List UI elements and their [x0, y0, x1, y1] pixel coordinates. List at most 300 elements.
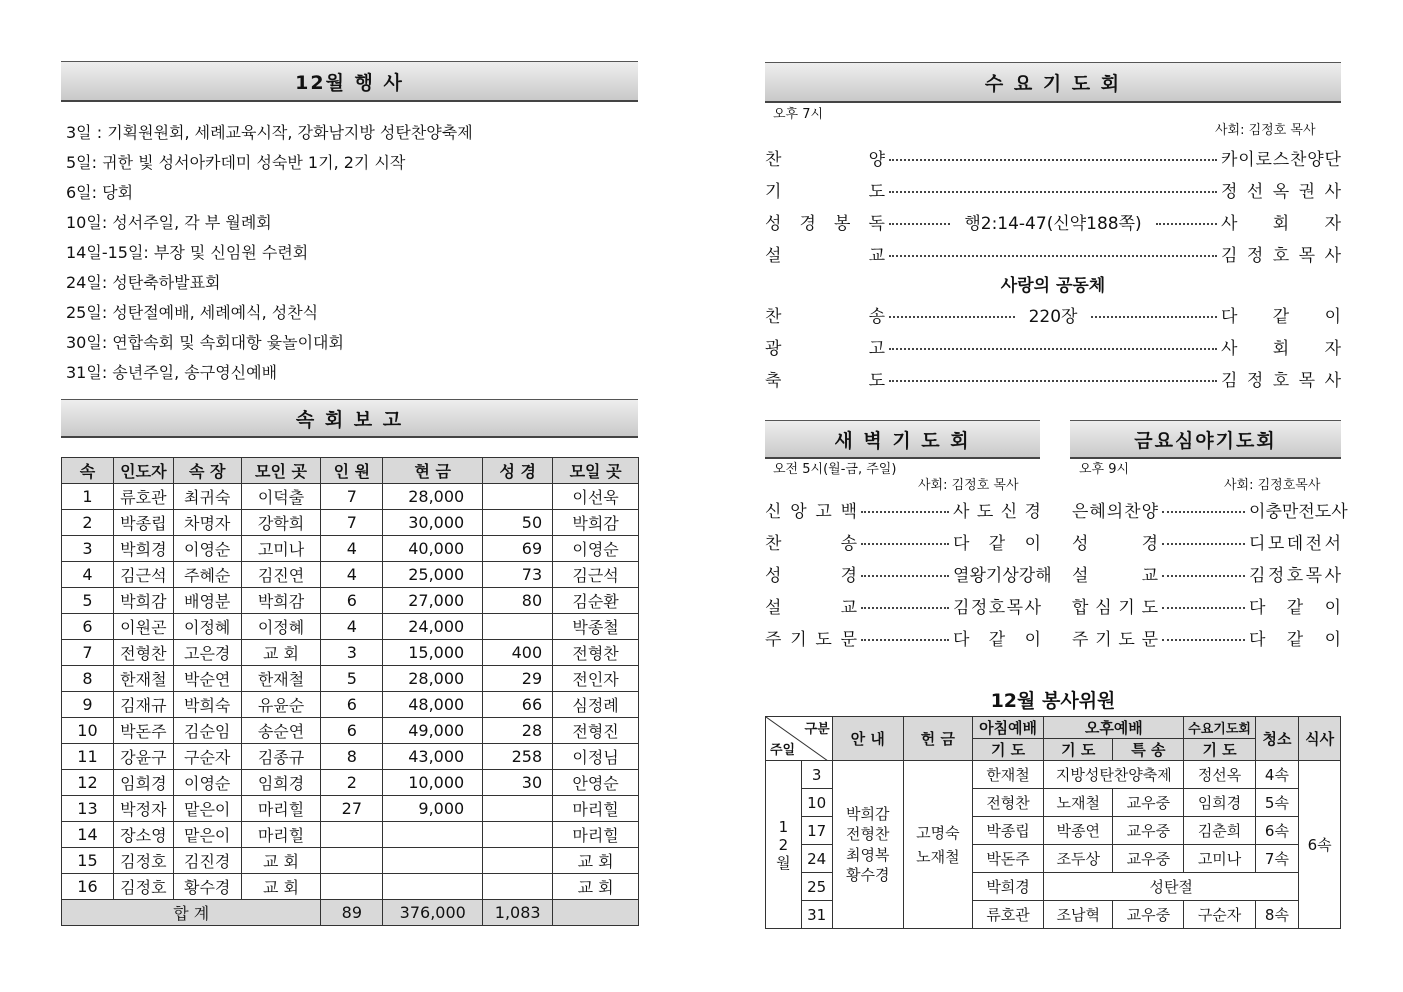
total-row [62, 900, 639, 926]
program-label: 신 앙 고 백 [765, 502, 857, 522]
table-cell: 43,000 [383, 744, 483, 770]
table-cell: 8 [62, 666, 114, 692]
table-cell: 5 [62, 588, 114, 614]
day-cell: 17 [801, 817, 832, 845]
program-person: 다 같 이 [1221, 307, 1341, 327]
table-cell: 교 회 [241, 640, 321, 666]
program-row [765, 209, 1341, 234]
program-person: 열 왕 기 상 강 해 [953, 566, 1052, 586]
table-cell: 유윤순 [241, 692, 321, 718]
vol-row [766, 761, 1341, 789]
table-cell: 최귀숙 [173, 484, 241, 510]
volunteers-table [765, 716, 1341, 929]
event-item: 3일 : 기획원원회, 세례교육시작, 강화남지방 성탄찬양축제 [66, 123, 473, 142]
table-row [62, 588, 639, 614]
special-song: 교우중 [1113, 901, 1184, 929]
table-cell: 전인자 [553, 666, 639, 692]
table-cell: 73 [483, 562, 553, 588]
dot-leader [889, 316, 1015, 318]
table-cell: 2 [62, 510, 114, 536]
event-item: 5일: 귀한 빛 성서아카데미 성숙반 1기, 2기 시작 [66, 153, 406, 172]
day-cell: 3 [801, 761, 832, 789]
event-item: 31일: 송년주일, 송구영신예배 [66, 363, 278, 382]
table-cell: 이영순 [173, 536, 241, 562]
special-song: 교우중 [1113, 817, 1184, 845]
special-song: 교우중 [1113, 845, 1184, 873]
table-cell: 30 [483, 770, 553, 796]
table-cell: 69 [483, 536, 553, 562]
table-cell: 27 [321, 796, 383, 822]
table-cell: 7 [62, 640, 114, 666]
program-label: 주 기 도 문 [1072, 630, 1158, 650]
wed-pray: 구순자 [1184, 901, 1255, 929]
table-cell: 4 [62, 562, 114, 588]
wed-title: 수 요 기 도 회 [984, 72, 1122, 95]
table-cell: 임희경 [113, 770, 173, 796]
table-row [62, 718, 639, 744]
program-label: 성 경 봉 독 [765, 214, 885, 234]
table-cell: 40,000 [383, 536, 483, 562]
table-cell: 28,000 [383, 666, 483, 692]
table-cell [321, 874, 383, 900]
table-cell: 마리힐 [241, 822, 321, 848]
program-label: 설 교 [1072, 566, 1158, 586]
table-cell: 4 [321, 614, 383, 640]
program-row [765, 241, 1341, 266]
clean-cell: 8속 [1255, 901, 1299, 929]
table-cell: 15 [62, 848, 114, 874]
h-clean: 청소 [1255, 717, 1299, 761]
event-item: 10일: 성서주일, 각 부 월례회 [66, 213, 272, 232]
event-item: 30일: 연합속회 및 속회대항 윷놀이대회 [66, 333, 344, 352]
wed-sub-title: 사랑의 공동체 [1000, 276, 1106, 296]
events-title-bar [61, 61, 638, 102]
table-cell: 이선욱 [553, 484, 639, 510]
table-cell: 박희숙 [173, 692, 241, 718]
table-cell: 48,000 [383, 692, 483, 718]
program-person: 사 회 자 [1221, 214, 1341, 234]
table-row [62, 484, 639, 510]
table-cell: 2 [321, 770, 383, 796]
afternoon-pray: 지방성탄찬양축제 [1044, 761, 1184, 789]
program-row [765, 497, 1041, 522]
cell-title-bar [61, 399, 638, 438]
program-row [1072, 497, 1348, 522]
table-cell: 12 [62, 770, 114, 796]
corner-gubun: 구분 [804, 722, 830, 737]
dot-leader [1162, 543, 1245, 545]
col-header: 속 [62, 458, 114, 484]
table-cell: 6 [62, 614, 114, 640]
table-cell: 이정님 [553, 744, 639, 770]
program-label: 찬 송 [765, 307, 885, 327]
dot-leader [861, 511, 949, 513]
program-person: 정 선 옥 권 사 [1221, 182, 1341, 202]
table-cell: 김순환 [553, 588, 639, 614]
table-cell: 장소영 [113, 822, 173, 848]
col-header: 인 원 [321, 458, 383, 484]
h-guide: 안 내 [832, 717, 903, 761]
wed-leader: 사회: 김정호 목사 [1215, 123, 1316, 138]
month-cell [766, 761, 802, 929]
table-cell [483, 848, 553, 874]
program-row [1072, 625, 1341, 650]
events-title: 12월 행 사 [295, 71, 404, 94]
table-cell: 맡은이 [173, 822, 241, 848]
table-cell: 주혜순 [173, 562, 241, 588]
col-header: 속 장 [173, 458, 241, 484]
dot-leader [1156, 223, 1217, 225]
clean-cell: 6속 [1255, 817, 1299, 845]
table-cell: 6 [321, 718, 383, 744]
clean-cell: 4속 [1255, 761, 1299, 789]
program-label: 광 고 [765, 339, 885, 359]
program-row [765, 593, 1041, 618]
dot-leader [1162, 511, 1245, 513]
christmas-cell: 성탄절 [1044, 873, 1299, 901]
table-cell: 9 [62, 692, 114, 718]
table-cell: 10 [62, 718, 114, 744]
table-cell: 박희경 [113, 536, 173, 562]
table-cell: 이영순 [173, 770, 241, 796]
dot-leader [861, 607, 949, 609]
program-row [765, 561, 1052, 586]
table-cell: 교 회 [241, 848, 321, 874]
table-cell: 한재철 [241, 666, 321, 692]
fri-title: 금요심야기도회 [1134, 429, 1277, 452]
table-cell: 3 [321, 640, 383, 666]
program-row [1072, 593, 1341, 618]
table-cell [483, 484, 553, 510]
program-label: 찬 송 [765, 534, 857, 554]
dot-leader [1162, 575, 1245, 577]
table-cell: 24,000 [383, 614, 483, 640]
table-cell: 400 [483, 640, 553, 666]
dawn-time: 오전 5시(월-금, 주일) [773, 462, 897, 477]
table-cell: 교 회 [241, 874, 321, 900]
dot-leader [889, 255, 1217, 257]
table-cell: 김순임 [173, 718, 241, 744]
table-row [62, 770, 639, 796]
table-cell: 박종립 [113, 510, 173, 536]
cell-title: 속 회 보 고 [295, 408, 404, 431]
col-header: 현 금 [383, 458, 483, 484]
program-row [1072, 561, 1341, 586]
program-label: 합 심 기 도 [1072, 598, 1158, 618]
total-label: 합 계 [62, 900, 321, 926]
wed-time: 오후 7시 [773, 107, 824, 122]
program-row [1072, 529, 1341, 554]
h-morning-pray: 기 도 [972, 739, 1043, 761]
table-cell: 박희감 [241, 588, 321, 614]
table-cell: 마리힐 [553, 822, 639, 848]
table-cell: 교 회 [553, 848, 639, 874]
total-people: 89 [321, 900, 383, 926]
table-row [62, 796, 639, 822]
day-cell: 10 [801, 789, 832, 817]
offer-names: 고명숙 노재철 [903, 761, 972, 929]
program-label: 설 교 [765, 598, 857, 618]
fri-time: 오후 9시 [1079, 462, 1130, 477]
h-offer: 헌 금 [903, 717, 972, 761]
table-cell: 김정호 [113, 874, 173, 900]
table-cell [321, 848, 383, 874]
table-cell: 박정자 [113, 796, 173, 822]
table-cell: 구순자 [173, 744, 241, 770]
event-item: 6일: 당회 [66, 183, 134, 202]
dot-leader [889, 348, 1217, 350]
morning-pray: 박돈주 [972, 845, 1043, 873]
dot-leader [861, 543, 949, 545]
table-row [62, 536, 639, 562]
table-cell: 한재철 [113, 666, 173, 692]
program-person: 다 같 이 [1249, 598, 1341, 618]
table-cell: 김종규 [241, 744, 321, 770]
table-cell: 전형찬 [553, 640, 639, 666]
program-person: 이 충 만 전 도 사 [1249, 502, 1348, 522]
fri-leader: 사회: 김정호목사 [1224, 478, 1321, 493]
total-offering: 376,000 [383, 900, 483, 926]
dot-leader [889, 159, 1217, 161]
table-row [62, 744, 639, 770]
program-label: 성 경 [765, 566, 857, 586]
table-cell: 258 [483, 744, 553, 770]
h-wed-pray: 기 도 [1184, 739, 1255, 761]
dot-leader [1091, 316, 1217, 318]
table-cell [383, 874, 483, 900]
table-cell: 배영분 [173, 588, 241, 614]
event-item: 25일: 성탄절예배, 세례예식, 성찬식 [66, 303, 319, 322]
meal-cell: 6속 [1299, 761, 1341, 929]
table-cell [321, 822, 383, 848]
program-person: 김 정 호 목 사 [1249, 566, 1341, 586]
program-label: 찬 양 [765, 150, 885, 170]
program-person: 김 정 호 목 사 [1221, 246, 1341, 266]
morning-pray: 박희경 [972, 873, 1043, 901]
event-item: 14일-15일: 부장 및 신임원 수련회 [66, 243, 309, 262]
program-label: 기 도 [765, 182, 885, 202]
table-cell: 28 [483, 718, 553, 744]
table-row [62, 614, 639, 640]
wed-pray: 고미나 [1184, 845, 1255, 873]
table-cell: 15,000 [383, 640, 483, 666]
table-cell: 박돈주 [113, 718, 173, 744]
month-label: 12월 [776, 817, 791, 872]
h-afternoon-pray: 기 도 [1044, 739, 1113, 761]
table-row [62, 562, 639, 588]
table-cell: 강윤구 [113, 744, 173, 770]
table-cell: 28,000 [383, 484, 483, 510]
table-cell: 6 [321, 692, 383, 718]
table-cell: 차명자 [173, 510, 241, 536]
table-cell: 고은경 [173, 640, 241, 666]
morning-pray: 박종립 [972, 817, 1043, 845]
table-cell: 심정례 [553, 692, 639, 718]
corner-ju: 주일 [770, 743, 796, 758]
table-cell [483, 822, 553, 848]
table-cell: 7 [321, 484, 383, 510]
col-header: 인도자 [113, 458, 173, 484]
program-person: 사 도 신 경 [953, 502, 1041, 522]
table-cell: 6 [321, 588, 383, 614]
guide-names: 박희감 전형찬 최영복 황수경 [832, 761, 903, 929]
total-bible: 1,083 [483, 900, 553, 926]
afternoon-pray: 노재철 [1044, 789, 1113, 817]
program-person: 김 정 호 목 사 [953, 598, 1041, 618]
table-cell: 전형진 [553, 718, 639, 744]
program-person: 다 같 이 [953, 534, 1041, 554]
table-cell: 9,000 [383, 796, 483, 822]
table-row [62, 640, 639, 666]
total-empty [553, 900, 639, 926]
program-detail: 행2:14-47(신약188쪽) [964, 214, 1142, 234]
afternoon-pray: 박종연 [1044, 817, 1113, 845]
table-cell: 안영순 [553, 770, 639, 796]
table-cell: 마리힐 [241, 796, 321, 822]
h-wed: 수요기도회 [1184, 717, 1255, 739]
table-cell: 박희감 [553, 510, 639, 536]
table-row [62, 510, 639, 536]
table-cell: 이정혜 [241, 614, 321, 640]
table-cell: 황수경 [173, 874, 241, 900]
table-row [62, 666, 639, 692]
table-cell: 마리힐 [553, 796, 639, 822]
day-cell: 25 [801, 873, 832, 901]
table-cell: 16 [62, 874, 114, 900]
program-label: 은 혜 의 찬 양 [1072, 502, 1158, 522]
table-cell: 13 [62, 796, 114, 822]
dot-leader [861, 639, 949, 641]
table-cell: 3 [62, 536, 114, 562]
wed-pray: 임희경 [1184, 789, 1255, 817]
day-cell: 24 [801, 845, 832, 873]
table-row [62, 848, 639, 874]
table-cell: 이영순 [553, 536, 639, 562]
h-afternoon: 오후예배 [1044, 717, 1184, 739]
table-cell: 4 [321, 562, 383, 588]
dawn-title-bar [765, 420, 1040, 459]
event-item: 24일: 성탄축하발표회 [66, 273, 221, 292]
dot-leader [1162, 607, 1245, 609]
wed-pray: 정선옥 [1184, 761, 1255, 789]
wed-title-bar [765, 62, 1341, 103]
morning-pray: 전형찬 [972, 789, 1043, 817]
table-cell: 박종철 [553, 614, 639, 640]
table-cell: 10,000 [383, 770, 483, 796]
volunteers-title: 12월 봉사위원 [990, 690, 1116, 712]
program-person: 디 모 데 전 서 [1249, 534, 1341, 554]
table-cell: 교 회 [553, 874, 639, 900]
program-row [765, 625, 1041, 650]
table-cell: 29 [483, 666, 553, 692]
table-cell [483, 796, 553, 822]
table-cell: 30,000 [383, 510, 483, 536]
table-cell: 8 [321, 744, 383, 770]
dawn-title: 새 벽 기 도 회 [834, 429, 971, 452]
h-morning: 아침예배 [972, 717, 1043, 739]
program-label: 설 교 [765, 246, 885, 266]
table-cell: 80 [483, 588, 553, 614]
table-cell: 이덕출 [241, 484, 321, 510]
clean-cell: 5속 [1255, 789, 1299, 817]
corner-cell [766, 717, 833, 761]
table-cell [383, 848, 483, 874]
program-row [765, 145, 1341, 170]
table-cell: 류호관 [113, 484, 173, 510]
table-row [62, 692, 639, 718]
clean-cell: 7속 [1255, 845, 1299, 873]
program-row [765, 302, 1341, 327]
afternoon-pray: 조두상 [1044, 845, 1113, 873]
table-cell: 김재규 [113, 692, 173, 718]
dawn-leader: 사회: 김정호 목사 [918, 478, 1019, 493]
table-cell: 50 [483, 510, 553, 536]
dot-leader [1162, 639, 1245, 641]
program-detail: 220장 [1028, 307, 1078, 327]
program-person: 다 같 이 [1249, 630, 1341, 650]
dot-leader [889, 223, 950, 225]
table-cell: 김근석 [553, 562, 639, 588]
table-cell: 4 [321, 536, 383, 562]
fri-title-bar [1070, 420, 1341, 459]
table-cell: 박순연 [173, 666, 241, 692]
cell-report-table [61, 457, 639, 926]
table-cell: 14 [62, 822, 114, 848]
table-cell: 이원곤 [113, 614, 173, 640]
afternoon-pray: 조남혁 [1044, 901, 1113, 929]
table-cell: 김진경 [173, 848, 241, 874]
table-cell: 7 [321, 510, 383, 536]
table-cell: 맡은이 [173, 796, 241, 822]
program-person: 김 정 호 목 사 [1221, 371, 1341, 391]
program-label: 주 기 도 문 [765, 630, 857, 650]
program-row [765, 334, 1341, 359]
day-cell: 31 [801, 901, 832, 929]
program-person: 사 회 자 [1221, 339, 1341, 359]
col-header: 모인 곳 [241, 458, 321, 484]
table-cell: 고미나 [241, 536, 321, 562]
table-cell: 27,000 [383, 588, 483, 614]
h-special-song: 특 송 [1113, 739, 1184, 761]
table-cell: 전형찬 [113, 640, 173, 666]
program-person: 카 이 로 스 찬 양 단 [1221, 150, 1341, 170]
table-cell: 11 [62, 744, 114, 770]
table-cell: 김정호 [113, 848, 173, 874]
program-person: 다 같 이 [953, 630, 1041, 650]
dot-leader [861, 575, 949, 577]
table-cell: 66 [483, 692, 553, 718]
table-cell: 김근석 [113, 562, 173, 588]
table-cell: 강학희 [241, 510, 321, 536]
table-cell: 이정혜 [173, 614, 241, 640]
table-cell [383, 822, 483, 848]
table-row [62, 874, 639, 900]
program-row [765, 366, 1341, 391]
cell-header-row [62, 458, 639, 484]
program-row [765, 177, 1341, 202]
table-cell: 임희경 [241, 770, 321, 796]
h-meal: 식사 [1299, 717, 1341, 761]
table-cell: 김진연 [241, 562, 321, 588]
program-label: 성 경 [1072, 534, 1158, 554]
dot-leader [889, 191, 1217, 193]
dot-leader [889, 380, 1217, 382]
morning-pray: 한재철 [972, 761, 1043, 789]
col-header: 성 경 [483, 458, 553, 484]
table-row [62, 822, 639, 848]
special-song: 교우중 [1113, 789, 1184, 817]
table-cell: 1 [62, 484, 114, 510]
